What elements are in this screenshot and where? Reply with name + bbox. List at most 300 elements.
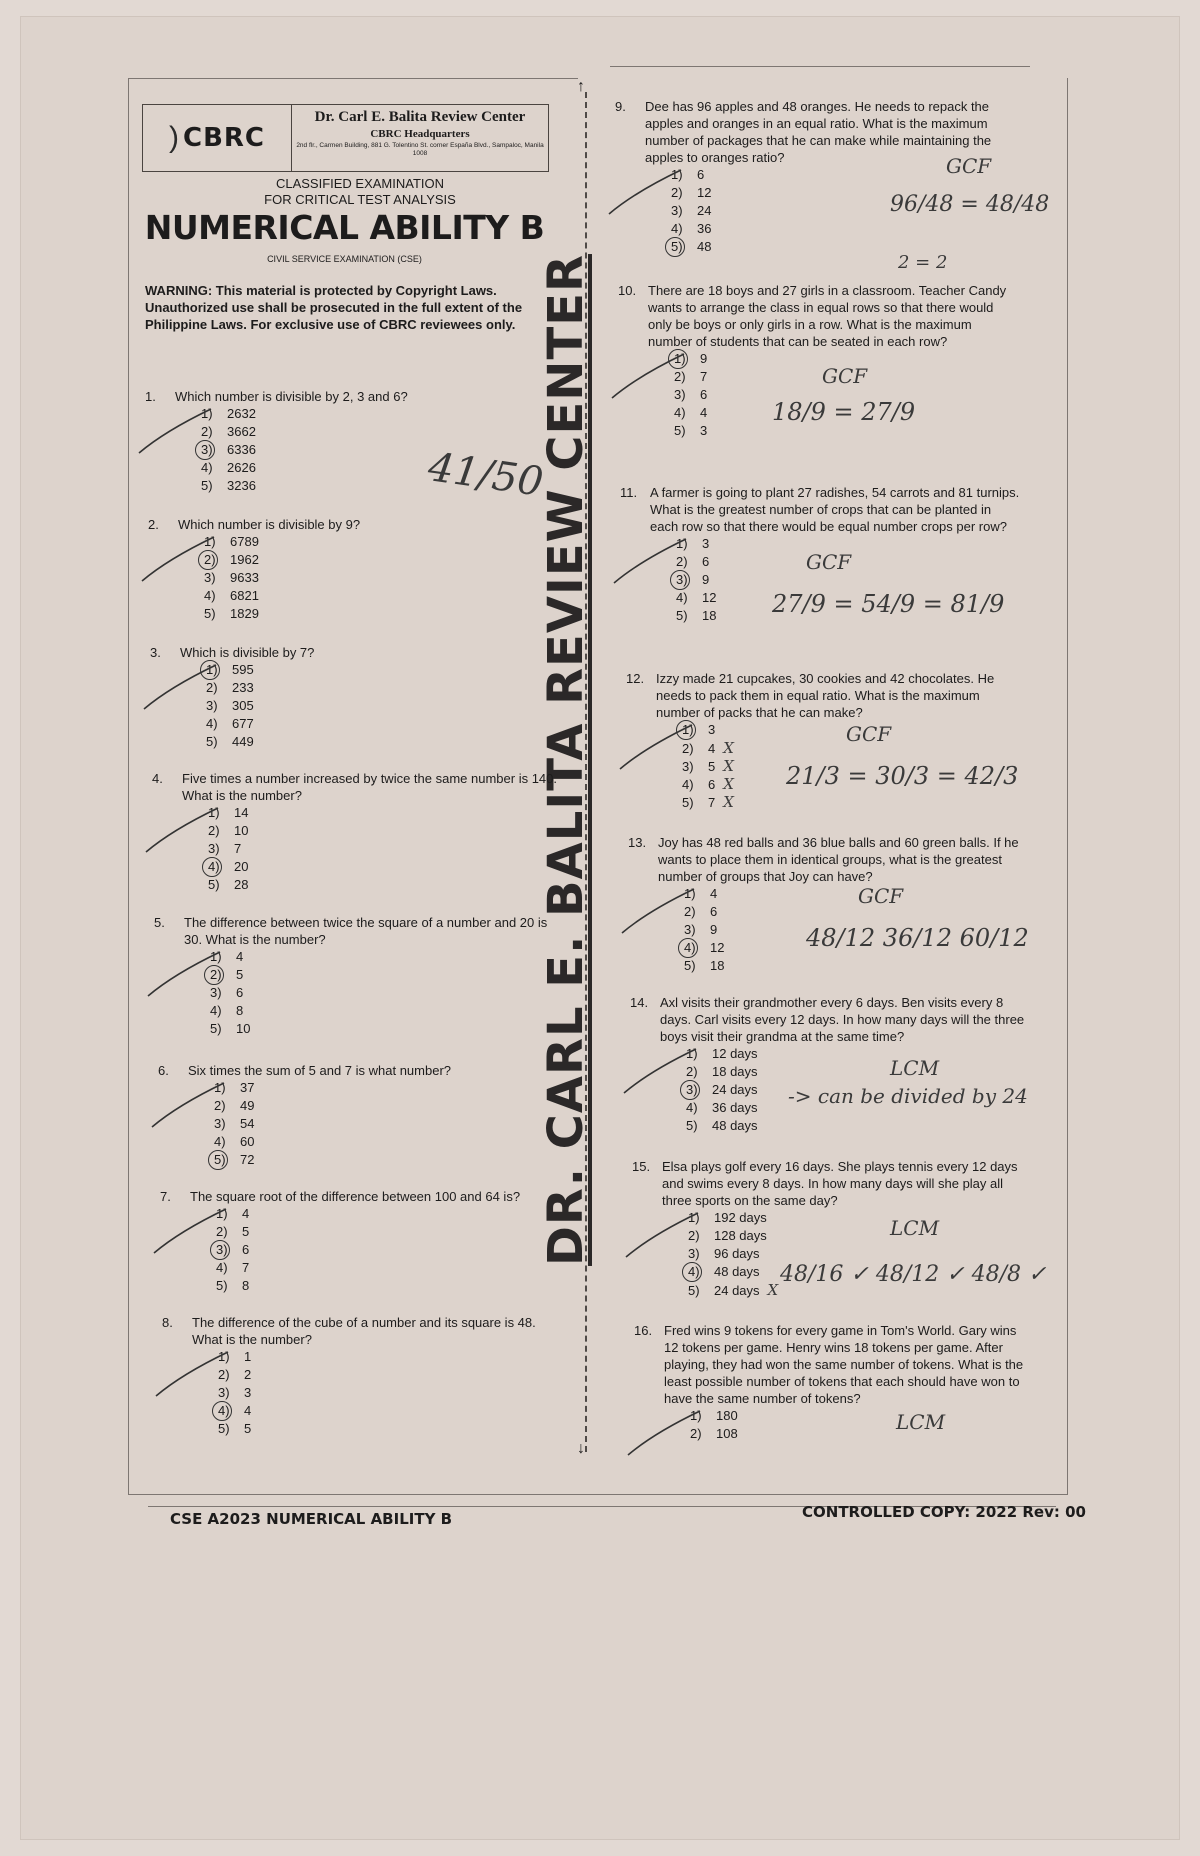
option-item — [210, 966, 564, 984]
q15-work: 48/16 ✓ 48/12 ✓ 48/8 ✓ — [780, 1262, 1047, 1287]
question-number: 12. — [626, 671, 645, 686]
option-value: 72 — [240, 1152, 255, 1167]
check-mark-icon — [140, 659, 220, 719]
option-item — [210, 984, 564, 1002]
center-name: Dr. Carl E. Balita Review Center — [314, 109, 526, 125]
option-item — [214, 1133, 568, 1151]
option-item — [216, 1223, 570, 1241]
check-mark-icon — [616, 719, 696, 779]
option-number: 4) — [671, 221, 683, 236]
options-list — [690, 1407, 1034, 1443]
option-number: 4) — [682, 777, 694, 792]
option-value: 1 — [244, 1349, 252, 1364]
check-mark-icon — [622, 1207, 702, 1267]
option-value: 9 — [702, 572, 710, 587]
option-number: 1) — [208, 805, 220, 820]
q11-work: 27/9 = 54/9 = 81/9 — [772, 590, 1005, 618]
headquarters: CBRC Headquarters — [370, 128, 470, 140]
option-item — [208, 840, 562, 858]
option-value: 6 — [697, 167, 705, 182]
option-value: 54 — [240, 1116, 255, 1131]
option-number: 4) — [684, 940, 696, 955]
page-subtitle: CIVIL SERVICE EXAMINATION (CSE) — [267, 254, 422, 264]
check-mark-icon — [152, 1346, 232, 1406]
option-item — [216, 1241, 570, 1259]
question-number: 11. — [620, 485, 638, 500]
question-number: 2. — [148, 517, 159, 532]
option-item — [208, 822, 562, 840]
option-item — [214, 1079, 568, 1097]
option-item — [204, 587, 558, 605]
option-number: 2) — [690, 1426, 702, 1441]
option-value: 6 — [702, 554, 710, 569]
logo-text: CBRC — [183, 123, 265, 153]
option-number: 4) — [688, 1264, 700, 1279]
option-value: 9 — [710, 922, 718, 937]
option-number: 1) — [210, 949, 222, 964]
question-text: Five times a number increased by twice the same number is 140. What is the number? — [182, 771, 558, 803]
option-number: 3) — [218, 1385, 230, 1400]
option-item — [682, 793, 1026, 811]
option-value: 48 days — [714, 1264, 760, 1279]
option-value: 49 — [240, 1098, 255, 1113]
option-value: 24 days — [714, 1283, 760, 1298]
option-item — [210, 948, 564, 966]
option-item — [688, 1227, 1032, 1245]
option-value: 36 days — [712, 1100, 758, 1115]
option-item — [686, 1063, 1030, 1081]
option-item — [218, 1402, 562, 1420]
option-number: 4) — [201, 460, 213, 475]
option-value: 3662 — [227, 424, 256, 439]
option-number: 1) — [206, 662, 218, 677]
option-value: 18 days — [712, 1064, 758, 1079]
option-number: 2) — [201, 424, 213, 439]
option-number: 2) — [671, 185, 683, 200]
q10-work: 18/9 = 27/9 — [772, 398, 916, 426]
q15-lcm-note: LCM — [890, 1216, 940, 1240]
check-mark-icon — [144, 946, 224, 1006]
option-number: 3) — [676, 572, 688, 587]
option-value: 4 — [242, 1206, 250, 1221]
options-list — [214, 1079, 568, 1169]
option-value: 2 — [244, 1367, 252, 1382]
option-number: 5) — [682, 795, 694, 810]
option-number: 1) — [682, 722, 694, 737]
option-value: 2632 — [227, 406, 256, 421]
option-value: 3 — [244, 1385, 252, 1400]
option-number: 4) — [214, 1134, 226, 1149]
x-mark-icon: X — [723, 793, 734, 811]
option-number: 4) — [210, 1003, 222, 1018]
question-number: 3. — [150, 645, 161, 660]
option-value: 6 — [710, 904, 718, 919]
option-number: 1) — [674, 351, 686, 366]
question-text: Fred wins 9 tokens for every game in Tom's World. Gary wins 12 tokens per game. Henry wins 18 tokens per game. After playing, they had won the same number of tokens. What is the least possible number of tokens that each should have won to have the same number of tokens? — [664, 1323, 1024, 1406]
question-number: 5. — [154, 915, 165, 930]
options-list — [204, 533, 558, 623]
options-list — [216, 1205, 570, 1295]
option-number: 5) — [208, 877, 220, 892]
q16-lcm-note: LCM — [896, 1410, 946, 1434]
option-value: 3 — [708, 722, 716, 737]
check-mark-icon — [148, 1077, 228, 1137]
option-number: 1) — [688, 1210, 700, 1225]
option-value: 36 — [697, 221, 712, 236]
option-value: 595 — [232, 662, 254, 677]
q9-work: 96/48 = 48/48 — [890, 192, 1050, 217]
options-list — [218, 1348, 562, 1438]
option-value: 6336 — [227, 442, 256, 457]
option-value: 14 — [234, 805, 249, 820]
x-mark-icon: X — [723, 739, 734, 757]
option-number: 4) — [674, 405, 686, 420]
option-number: 4) — [218, 1403, 230, 1418]
logo-swoosh-icon: ) — [169, 121, 179, 154]
q14-note: -> can be divided by 24 — [788, 1084, 1028, 1108]
option-number: 2) — [682, 741, 694, 756]
option-number: 1) — [204, 534, 216, 549]
option-item — [206, 661, 560, 679]
option-value: 3 — [702, 536, 710, 551]
option-item — [204, 569, 558, 587]
option-number: 2) — [686, 1064, 698, 1079]
q14-lcm-note: LCM — [890, 1056, 940, 1080]
option-item — [208, 858, 562, 876]
option-item — [216, 1259, 570, 1277]
option-item — [214, 1151, 568, 1169]
arrow-down-icon: ↓ — [577, 1440, 585, 1457]
question-text: Dee has 96 apples and 48 oranges. He needs to repack the apples and oranges in an equal ratio. What is the maximum number of packages that he can make while maintaining the apples to oranges ratio? — [645, 99, 992, 165]
option-item — [214, 1115, 568, 1133]
logo — [143, 105, 292, 171]
question-number: 16. — [634, 1323, 653, 1338]
option-value: 4 — [244, 1403, 252, 1418]
option-value: 37 — [240, 1080, 255, 1095]
option-item — [201, 423, 555, 441]
option-item — [218, 1420, 562, 1438]
option-item — [206, 715, 560, 733]
option-number: 1) — [218, 1349, 230, 1364]
option-value: 4 — [708, 741, 716, 756]
option-value: 8 — [236, 1003, 244, 1018]
option-number: 3) — [682, 759, 694, 774]
question-text: The difference between twice the square of a number and 20 is 30. What is the number? — [184, 915, 548, 947]
option-number: 5) — [206, 734, 218, 749]
option-number: 3) — [204, 570, 216, 585]
option-number: 3) — [214, 1116, 226, 1131]
x-mark-icon: X — [723, 757, 734, 775]
options-list — [210, 948, 564, 1038]
question-text: Axl visits their grandmother every 6 days. Ben visits every 8 days. Carl visits every 12 days. In how many days will the three boys visit their grandma at the same time? — [660, 995, 1025, 1044]
option-value: 96 days — [714, 1246, 760, 1261]
option-item — [206, 733, 560, 751]
question-number: 14. — [630, 995, 649, 1010]
arrow-up-icon: ↑ — [577, 78, 585, 95]
header-info — [292, 105, 548, 171]
option-value: 8 — [242, 1278, 250, 1293]
option-number: 5) — [688, 1283, 700, 1298]
option-number: 5) — [210, 1021, 222, 1036]
option-number: 1) — [216, 1206, 228, 1221]
option-number: 3) — [671, 203, 683, 218]
question-number: 1. — [145, 389, 156, 404]
option-number: 5) — [676, 608, 688, 623]
option-number: 1) — [690, 1408, 702, 1423]
question-text: Which number is divisible by 9? — [178, 517, 361, 532]
option-item — [208, 876, 562, 894]
option-number: 1) — [214, 1080, 226, 1095]
option-item — [690, 1407, 1034, 1425]
option-number: 5) — [204, 606, 216, 621]
option-value: 9 — [700, 351, 708, 366]
option-value: 3236 — [227, 478, 256, 493]
option-number: 3) — [208, 841, 220, 856]
question-number: 6. — [158, 1063, 169, 1078]
option-number: 2) — [214, 1098, 226, 1113]
question-number: 10. — [618, 283, 637, 298]
page-title: NUMERICAL ABILITY B — [144, 208, 545, 247]
option-value: 60 — [240, 1134, 255, 1149]
option-value: 20 — [234, 859, 249, 874]
option-item — [686, 1117, 1030, 1135]
option-number: 4) — [216, 1260, 228, 1275]
option-value: 6 — [236, 985, 244, 1000]
option-value: 108 — [716, 1426, 738, 1441]
option-number: 5) — [218, 1421, 230, 1436]
check-mark-icon — [610, 533, 690, 593]
question-text: Six times the sum of 5 and 7 is what number? — [188, 1063, 452, 1078]
option-number: 1) — [201, 406, 213, 421]
option-item — [688, 1209, 1032, 1227]
option-number: 2) — [204, 552, 216, 567]
option-value: 192 days — [714, 1210, 767, 1225]
option-value: 180 — [716, 1408, 738, 1423]
q9-result: 2 = 2 — [898, 252, 948, 273]
check-mark-icon — [624, 1405, 704, 1465]
option-number: 5) — [671, 239, 683, 254]
score-note: 41/50 — [425, 444, 546, 506]
option-value: 5 — [236, 967, 244, 982]
option-item — [206, 697, 560, 715]
option-value: 24 — [697, 203, 712, 218]
question-text: A farmer is going to plant 27 radishes, 54 carrots and 81 turnips. What is the greatest number of crops that can be planted in each row so that there would be equal number crops per row? — [650, 485, 1020, 534]
answer-circle-icon — [665, 237, 685, 257]
option-value: 7 — [234, 841, 242, 856]
x-mark-icon: X — [767, 1281, 779, 1299]
option-value: 12 — [697, 185, 712, 200]
option-item — [210, 1020, 564, 1038]
option-value: 5 — [708, 759, 716, 774]
option-number: 3) — [674, 387, 686, 402]
option-item — [206, 679, 560, 697]
option-item — [684, 957, 1028, 975]
option-value: 12 days — [712, 1046, 758, 1061]
option-value: 305 — [232, 698, 254, 713]
option-value: 24 days — [712, 1082, 758, 1097]
option-number: 2) — [674, 369, 686, 384]
option-value: 677 — [232, 716, 254, 731]
option-value: 128 days — [714, 1228, 767, 1243]
check-mark-icon — [620, 1043, 700, 1103]
question-number: 8. — [162, 1315, 173, 1330]
option-number: 5) — [684, 958, 696, 973]
option-value: 4 — [700, 405, 708, 420]
option-item — [218, 1348, 562, 1366]
option-value: 233 — [232, 680, 254, 695]
copyright-warning: WARNING: This material is protected by Copyright Laws. Unauthorized use shall be prosecuted in the full extent of the Philippine Laws. For exclusive use of CBRC reviewees only. — [145, 283, 523, 332]
option-value: 10 — [234, 823, 249, 838]
q13-gcf-note: GCF — [858, 884, 904, 908]
option-item — [204, 551, 558, 569]
q12-gcf-note: GCF — [846, 722, 892, 746]
watermark: DR. CARL E. BALITA REVIEW CENTER — [538, 254, 594, 1266]
option-value: 7 — [708, 795, 716, 810]
option-value: 6821 — [230, 588, 259, 603]
question-text: The difference of the cube of a number and its square is 48. What is the number? — [192, 1315, 536, 1347]
option-number: 3) — [688, 1246, 700, 1261]
option-value: 1829 — [230, 606, 259, 621]
question-number: 7. — [160, 1189, 171, 1204]
option-number: 4) — [204, 588, 216, 603]
option-value: 18 — [710, 958, 725, 973]
option-value: 4 — [236, 949, 244, 964]
check-mark-icon — [608, 348, 688, 408]
option-number: 4) — [206, 716, 218, 731]
option-value: 48 days — [712, 1118, 758, 1133]
option-item — [688, 1245, 1032, 1263]
option-number: 3) — [684, 922, 696, 937]
option-number: 2) — [208, 823, 220, 838]
option-number: 1) — [676, 536, 688, 551]
option-number: 5) — [674, 423, 686, 438]
option-number: 2) — [218, 1367, 230, 1382]
option-value: 3 — [700, 423, 708, 438]
check-mark-icon — [138, 531, 218, 591]
option-value: 10 — [236, 1021, 251, 1036]
option-number: 3) — [201, 442, 213, 457]
question-text: Elsa plays golf every 16 days. She plays tennis every 12 days and swims every 8 days. In how many days will she play all three sports on the same day? — [662, 1159, 1018, 1208]
option-item — [216, 1277, 570, 1295]
option-number: 3) — [206, 698, 218, 713]
option-number: 1) — [686, 1046, 698, 1061]
option-number: 5) — [214, 1152, 226, 1167]
option-number: 4) — [676, 590, 688, 605]
option-value: 6789 — [230, 534, 259, 549]
question-text: Which is divisible by 7? — [180, 645, 315, 660]
option-value: 6 — [242, 1242, 250, 1257]
option-number: 3) — [210, 985, 222, 1000]
check-mark-icon — [618, 883, 698, 943]
header-box — [142, 104, 549, 172]
question-text: The square root of the difference between 100 and 64 is? — [190, 1189, 521, 1204]
options-list — [208, 804, 562, 894]
frame-top-right — [610, 66, 1030, 67]
question-number: 13. — [628, 835, 647, 850]
option-number: 2) — [206, 680, 218, 695]
option-number: 1) — [671, 167, 683, 182]
option-value: 1962 — [230, 552, 259, 567]
option-value: 449 — [232, 734, 254, 749]
q10-gcf-note: GCF — [822, 364, 868, 388]
q11-gcf-note: GCF — [806, 550, 852, 574]
option-item — [684, 885, 1028, 903]
options-list — [206, 661, 560, 751]
address: 2nd flr., Carmen Building, 881 G. Tolentino St. corner España Blvd., Sampaloc, Manila 1008 — [296, 142, 544, 157]
option-value: 6 — [700, 387, 708, 402]
option-number: 1) — [684, 886, 696, 901]
option-item — [671, 238, 1015, 256]
option-number: 2) — [684, 904, 696, 919]
check-mark-icon — [142, 802, 222, 862]
option-number: 5) — [201, 478, 213, 493]
check-mark-icon — [135, 403, 215, 463]
option-item — [671, 220, 1015, 238]
option-number: 3) — [686, 1082, 698, 1097]
option-number: 3) — [216, 1242, 228, 1257]
question-number: 15. — [632, 1159, 651, 1174]
option-item — [204, 605, 558, 623]
option-value: 2626 — [227, 460, 256, 475]
q13-work: 48/12 36/12 60/12 — [806, 924, 1029, 952]
option-item — [690, 1425, 1034, 1443]
option-item — [201, 405, 555, 423]
option-number: 2) — [688, 1228, 700, 1243]
option-item — [204, 533, 558, 551]
option-value: 7 — [700, 369, 708, 384]
question-text: Izzy made 21 cupcakes, 30 cookies and 42 chocolates. He needs to pack them in equal ratio. What is the maximum number of packs that he can make? — [656, 671, 995, 720]
check-mark-icon — [605, 164, 685, 224]
question-text: Which number is divisible by 2, 3 and 6? — [175, 389, 408, 404]
q9-gcf-note: GCF — [946, 154, 992, 178]
x-mark-icon: X — [723, 775, 734, 793]
option-value: 28 — [234, 877, 249, 892]
check-mark-icon — [150, 1203, 230, 1263]
option-item — [214, 1097, 568, 1115]
option-number: 5) — [686, 1118, 698, 1133]
question-number: 4. — [152, 771, 163, 786]
footer-left: CSE A2023 NUMERICAL ABILITY B — [170, 1510, 453, 1528]
option-item — [210, 1002, 564, 1020]
option-number: 4) — [208, 859, 220, 874]
question-text: Joy has 48 red balls and 36 blue balls and 60 green balls. If he wants to place them in identical groups, what is the greatest number of groups that Joy can have? — [658, 835, 1019, 884]
option-value: 7 — [242, 1260, 250, 1275]
answer-circle-icon — [208, 1150, 228, 1170]
footer-right: CONTROLLED COPY: 2022 Rev: 00 — [802, 1503, 1086, 1521]
classified-label: CLASSIFIED EXAMINATION FOR CRITICAL TEST ANALYSIS — [264, 176, 456, 207]
option-number: 2) — [676, 554, 688, 569]
option-item — [686, 1045, 1030, 1063]
option-value: 12 — [710, 940, 725, 955]
option-number: 2) — [210, 967, 222, 982]
option-value: 6 — [708, 777, 716, 792]
option-value: 12 — [702, 590, 717, 605]
option-item — [218, 1384, 562, 1402]
question-text: There are 18 boys and 27 girls in a classroom. Teacher Candy wants to arrange the class in equal rows so that there would only be boys or only girls in a row. What is the maximum number of students that can be seated in each row? — [648, 283, 1007, 349]
option-number: 2) — [216, 1224, 228, 1239]
option-value: 18 — [702, 608, 717, 623]
q12-work: 21/3 = 30/3 = 42/3 — [786, 762, 1019, 790]
option-value: 5 — [242, 1224, 250, 1239]
option-item — [684, 903, 1028, 921]
question-number: 9. — [615, 99, 626, 114]
frame-top-left — [128, 78, 578, 79]
option-number: 5) — [216, 1278, 228, 1293]
option-value: 4 — [710, 886, 718, 901]
option-item — [208, 804, 562, 822]
option-item — [218, 1366, 562, 1384]
option-value: 48 — [697, 239, 712, 254]
